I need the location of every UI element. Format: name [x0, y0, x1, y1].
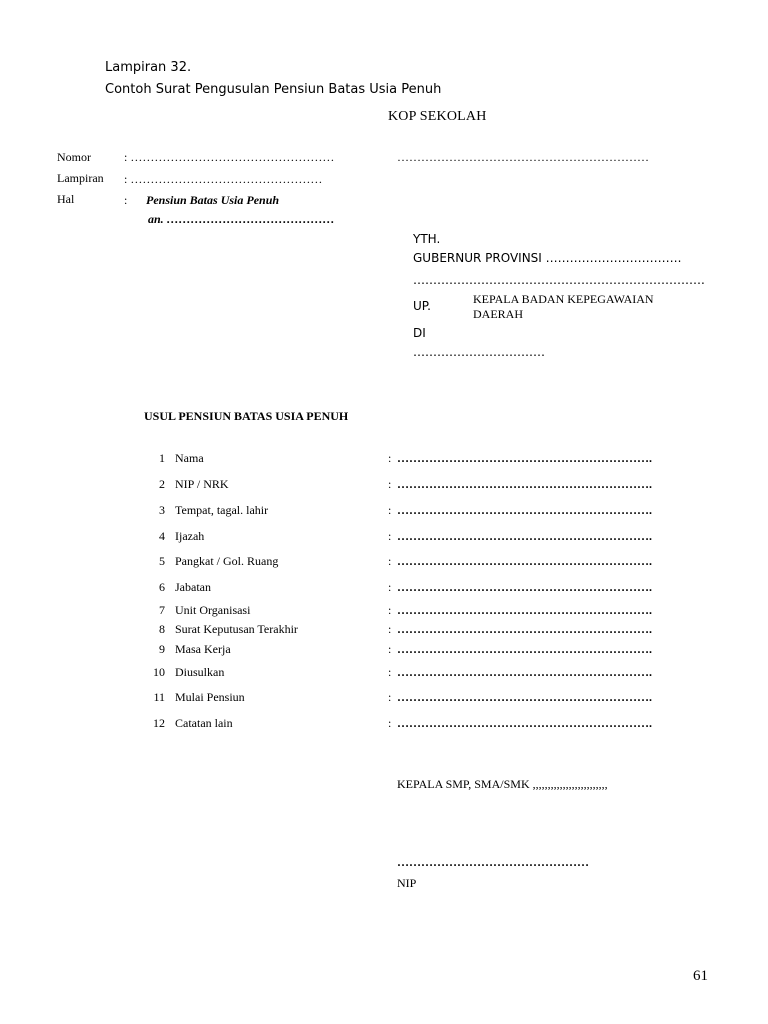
form-row-number: 12 [153, 716, 165, 730]
form-row-label: Masa Kerja [175, 642, 231, 656]
nomor-label: Nomor [57, 150, 91, 164]
form-row-label: NIP / NRK [175, 477, 229, 491]
form-row-colon: : [388, 451, 392, 465]
form-row-fill-line: ………………………………………………………. [397, 580, 652, 594]
form-row-fill-line: ………………………………………………………. [397, 477, 652, 491]
form-row-number: 7 [159, 603, 165, 617]
lampiran-value: : ………………………………………… [124, 172, 323, 186]
form-row-label: Surat Keputusan Terakhir [175, 622, 298, 636]
form-row-number: 4 [159, 529, 165, 543]
form-row-label: Pangkat / Gol. Ruang [175, 554, 279, 568]
form-row-number: 8 [159, 622, 165, 636]
form-row-colon: : [388, 529, 392, 543]
form-row-fill-line: ………………………………………………………. [397, 665, 652, 679]
page-number: 61 [693, 968, 708, 984]
form-row-label: Diusulkan [175, 665, 225, 679]
form-row-colon: : [388, 554, 392, 568]
place-date-line: ……………………………………………………… [397, 150, 649, 164]
letterhead-title: KOP SEKOLAH [388, 109, 487, 124]
form-row-colon: : [388, 642, 392, 656]
form-title: USUL PENSIUN BATAS USIA PENUH [144, 409, 349, 423]
lampiran-label: Lampiran [57, 171, 104, 185]
form-row-fill-line: ………………………………………………………. [397, 529, 652, 543]
attachment-label: Lampiran 32. [105, 60, 192, 75]
form-row-label: Tempat, tagal. lahir [175, 503, 269, 517]
form-row-label: Ijazah [175, 529, 205, 543]
form-row-number: 11 [153, 690, 165, 704]
form-row-fill-line: ………………………………………………………. [397, 716, 652, 730]
form-row-fill-line: ………………………………………………………. [397, 690, 652, 704]
form-row-colon: : [388, 690, 392, 704]
recipient-di: DI [413, 326, 426, 340]
form-row-colon: : [388, 665, 392, 679]
form-row-number: 5 [159, 554, 165, 568]
recipient-di-dots: …………………………… [413, 345, 545, 359]
form-row-fill-line: ………………………………………………………. [397, 603, 652, 617]
hal-value: Pensiun Batas Usia Penuh [146, 193, 280, 207]
form-row-colon: : [388, 603, 392, 617]
form-row-label: Nama [175, 451, 204, 465]
form-row-label: Mulai Pensiun [175, 690, 245, 704]
form-row-fill-line: ………………………………………………………. [397, 503, 652, 517]
signature-nip-label: NIP [397, 876, 417, 890]
form-row-colon: : [388, 716, 392, 730]
form-row-fill-line: ………………………………………………………. [397, 642, 652, 656]
nomor-value: : …………………………………………… [124, 150, 335, 164]
hal-an-line: an. …………………………………… [148, 212, 335, 226]
hal-colon: : [124, 193, 128, 207]
recipient-yth: YTH. [413, 232, 441, 246]
form-row-number: 1 [159, 451, 165, 465]
form-row-colon: : [388, 580, 392, 594]
form-row-colon: : [388, 503, 392, 517]
form-row-label: Unit Organisasi [175, 603, 251, 617]
form-row-fill-line: ………………………………………………………. [397, 554, 652, 568]
form-row-fill-line: ………………………………………………………. [397, 451, 652, 465]
form-row-number: 2 [159, 477, 165, 491]
signature-name-line: ………………………………………… [397, 855, 589, 869]
signature-title: KEPALA SMP, SMA/SMK ,,,,,,,,,,,,,,,,,,,,,,,,, [397, 777, 608, 791]
recipient-governor: GUBERNUR PROVINSI ……………………………. [413, 251, 682, 265]
recipient-up-label: UP. [413, 299, 431, 313]
form-row-label: Catatan lain [175, 716, 233, 730]
form-row-number: 3 [159, 503, 165, 517]
form-row-label: Jabatan [175, 580, 211, 594]
form-row-number: 6 [159, 580, 165, 594]
recipient-dots: ………………………………………………………………. [413, 273, 705, 287]
form-row-colon: : [388, 477, 392, 491]
recipient-up-value: KEPALA BADAN KEPEGAWAIAN DAERAH [473, 292, 654, 321]
form-row-fill-line: ………………………………………………………. [397, 622, 652, 636]
document-subtitle: Contoh Surat Pengusulan Pensiun Batas Usia Penuh [105, 82, 442, 97]
form-row-number: 9 [159, 642, 165, 656]
form-row-colon: : [388, 622, 392, 636]
hal-label: Hal [57, 192, 75, 206]
form-row-number: 10 [153, 665, 165, 679]
